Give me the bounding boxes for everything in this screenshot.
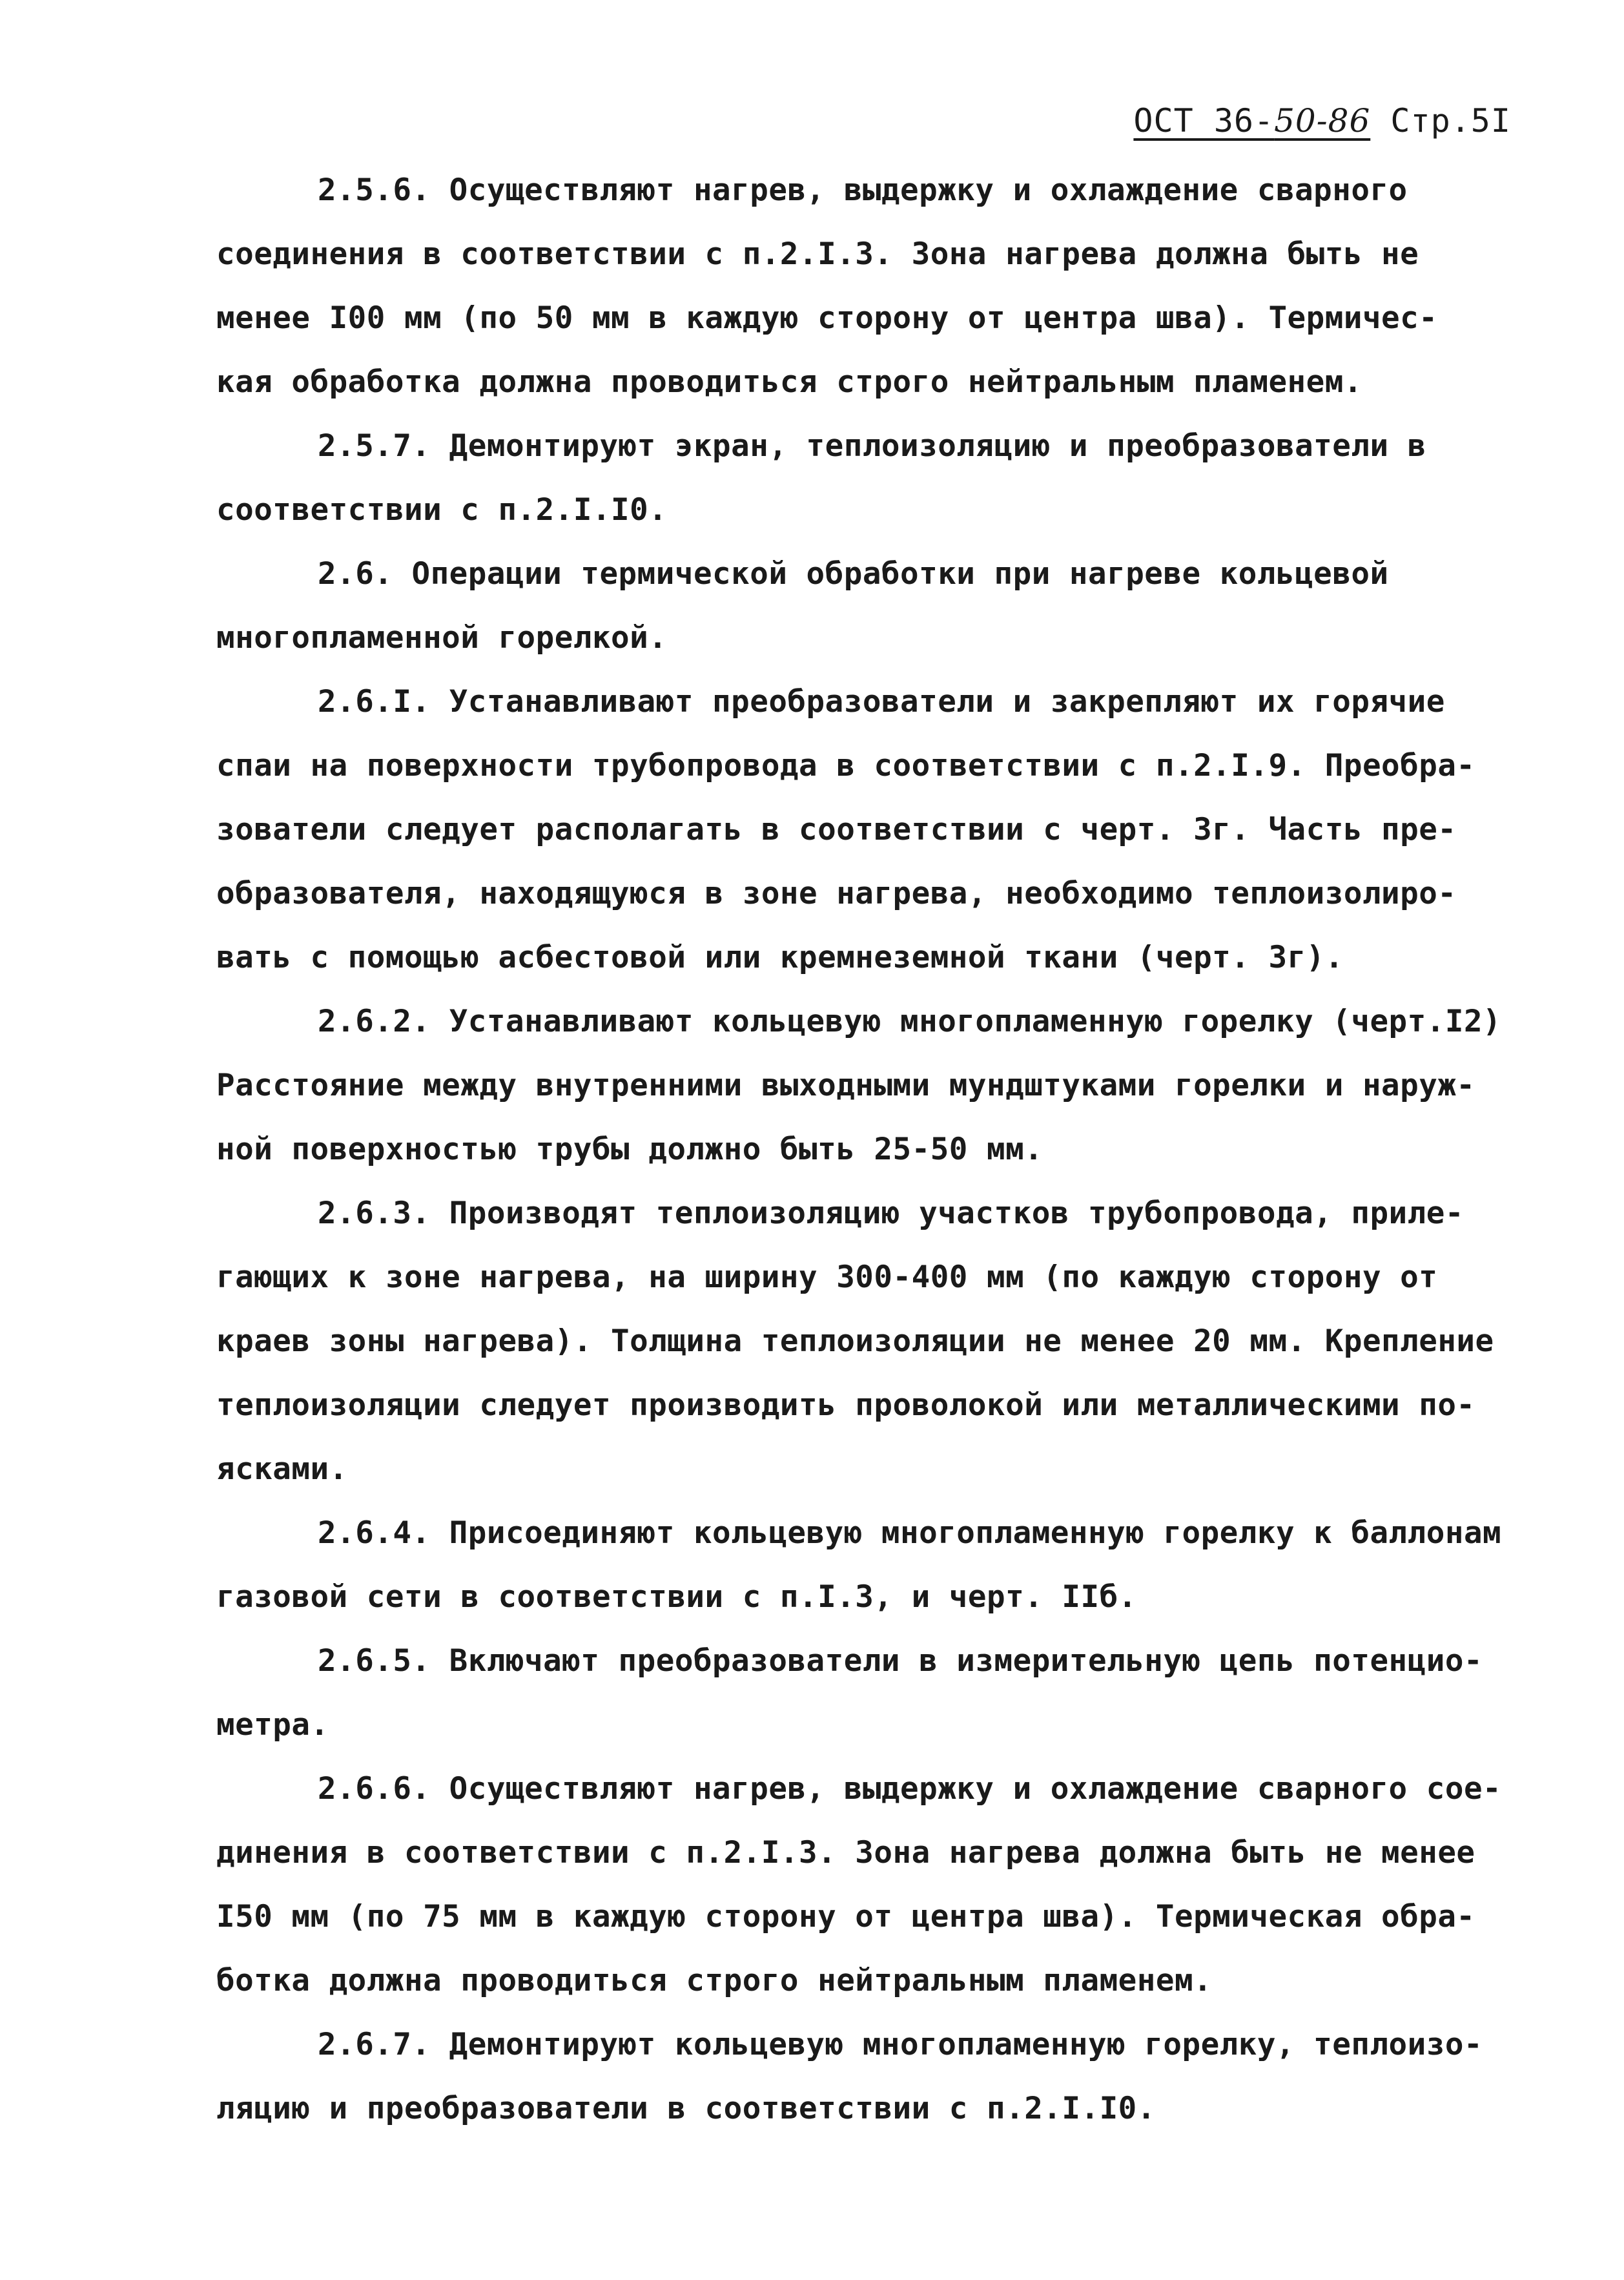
text-line: 2.6. Операции термической обработки при нагреве кольцевой — [318, 556, 1389, 592]
paragraph — [216, 542, 1559, 670]
text-line: ясками. — [216, 1451, 348, 1487]
text-line: ботка должна проводиться строго нейтральным пламенем. — [216, 1963, 1213, 1998]
body-text — [216, 158, 1559, 2140]
text-line: газовой сети в соответствии с п.I.3, и черт. IIб. — [216, 1579, 1137, 1615]
text-line: 2.6.6. Осуществляют нагрев, выдержку и охлаждение сварного сое- — [318, 1771, 1502, 1807]
text-line: спаи на поверхности трубопровода в соответствии с п.2.I.9. Преобра- — [216, 748, 1475, 783]
text-line: 2.6.2. Устанавливают кольцевую многопламенную горелку (черт.I2) — [318, 1004, 1502, 1039]
text-line: 2.6.7. Демонтируют кольцевую многопламенную горелку, теплоизо- — [318, 2027, 1483, 2062]
paragraph — [216, 1501, 1559, 1629]
text-line: I50 мм (по 75 мм в каждую сторону от центра шва). Термическая обра- — [216, 1899, 1475, 1934]
doc-code: ОСТ 36-50-86 — [1133, 102, 1371, 140]
text-line: 2.6.I. Устанавливают преобразователи и закрепляют их горячие — [318, 684, 1445, 720]
text-line: теплоизоляции следует производить проволокой или металлическими по- — [216, 1387, 1475, 1423]
handwritten-doc-number: 50-86 — [1274, 102, 1371, 140]
text-line: ляцию и преобразователи в соответствии с п.2.I.I0. — [216, 2091, 1156, 2126]
text-line: 2.6.5. Включают преобразователи в измерительную цепь потенцио- — [318, 1643, 1483, 1679]
text-line: менее I00 мм (по 50 мм в каждую сторону от центра шва). Термичес- — [216, 300, 1438, 336]
page-number: Стр.5I — [1390, 102, 1511, 140]
text-line: многопламенной горелкой. — [216, 620, 668, 656]
page-header — [1133, 102, 1511, 140]
text-line: вать с помощью асбестовой или кремнеземной ткани (черт. 3г). — [216, 940, 1344, 975]
text-line: 2.6.3. Производят теплоизоляцию участков трубопровода, приле- — [318, 1196, 1464, 1231]
text-line: краев зоны нагрева). Толщина теплоизоляции не менее 20 мм. Крепление — [216, 1323, 1494, 1359]
text-line: метра. — [216, 1707, 329, 1743]
text-line: гающих к зоне нагрева, на ширину 300-400 мм (по каждую сторону от — [216, 1259, 1438, 1295]
text-line: динения в соответствии с п.2.I.3. Зона нагрева должна быть не менее — [216, 1835, 1475, 1871]
text-line: соединения в соответствии с п.2.I.3. Зона нагрева должна быть не — [216, 236, 1419, 272]
paragraph — [216, 1629, 1559, 1757]
text-line: Расстояние между внутренними выходными мундштуками горелки и наруж- — [216, 1068, 1475, 1103]
text-line: зователи следует располагать в соответствии с черт. 3г. Часть пре- — [216, 812, 1457, 847]
text-line: соответствии с п.2.I.I0. — [216, 492, 668, 528]
text-line: 2.5.6. Осуществляют нагрев, выдержку и охлаждение сварного — [318, 172, 1408, 208]
paragraph — [216, 990, 1559, 1181]
paragraph — [216, 414, 1559, 542]
text-line: 2.6.4. Присоединяют кольцевую многопламенную горелку к баллонам — [318, 1515, 1502, 1551]
paragraph — [216, 1757, 1559, 2013]
paragraph — [216, 670, 1559, 990]
text-line: кая обработка должна проводиться строго нейтральным пламенем. — [216, 364, 1362, 400]
text-line: 2.5.7. Демонтируют экран, теплоизоляцию и преобразователи в — [318, 428, 1426, 464]
paragraph — [216, 1181, 1559, 1501]
text-line: образователя, находящуюся в зоне нагрева, необходимо теплоизолиро- — [216, 876, 1457, 911]
paragraph — [216, 158, 1559, 414]
paragraph — [216, 2013, 1559, 2140]
text-line: ной поверхностью трубы должно быть 25-50 мм. — [216, 1132, 1043, 1167]
